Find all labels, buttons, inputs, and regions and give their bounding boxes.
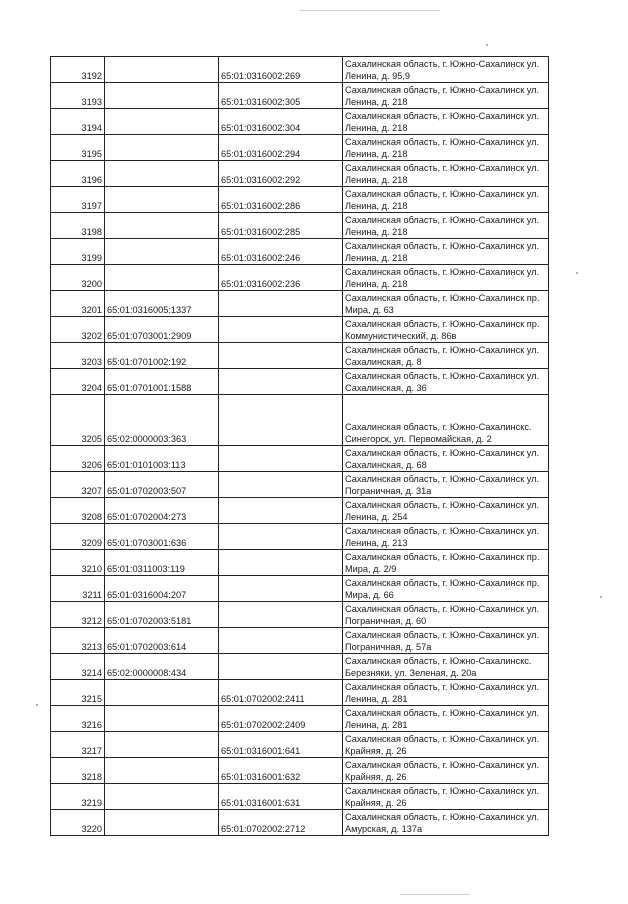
table-row <box>51 732 549 758</box>
row-number-cell: 3208 <box>51 498 105 524</box>
address-cell <box>343 187 549 213</box>
cadastral-number-a-cell <box>105 732 219 758</box>
address-line-1: Сахалинская область, г. Южно-Сахалинск ул. <box>345 85 540 95</box>
address-cell <box>343 550 549 576</box>
address-line-1: Сахалинская область, г. Южно-Сахалинск ул. <box>345 267 540 277</box>
address-line-1: Сахалинская область, г. Южно-Сахалинск пр. <box>345 293 540 303</box>
row-number-cell: 3201 <box>51 291 105 317</box>
address-line-1: Сахалинская область, г. Южно-Сахалинск ул. <box>345 812 540 822</box>
address-line-1: Сахалинская область, г. Южно-Сахалинск пр. <box>345 578 540 588</box>
address-line-1: Сахалинская область, г. Южно-Сахалинск ул. <box>345 526 540 536</box>
table-row <box>51 576 549 602</box>
address-cell <box>343 83 549 109</box>
scan-artifact-dot <box>576 272 578 274</box>
address-line-2: Мира, д. 63 <box>345 305 394 315</box>
address-cell <box>343 758 549 784</box>
cadastral-number-a-cell <box>105 680 219 706</box>
address-cell <box>343 135 549 161</box>
registry-table-body <box>51 57 549 836</box>
cadastral-number-b-cell: 65:01:0316002:236 <box>219 265 343 291</box>
table-row <box>51 213 549 239</box>
row-number-cell: 3219 <box>51 784 105 810</box>
table-row <box>51 550 549 576</box>
address-line-1: Сахалинская область, г. Южно-Сахалинск ул. <box>345 682 540 692</box>
address-line-2: Ленина, д. 218 <box>345 227 408 237</box>
address-cell <box>343 343 549 369</box>
table-row <box>51 758 549 784</box>
address-line-1: Сахалинская область, г. Южно-Сахалинск ул. <box>345 630 540 640</box>
table-row <box>51 498 549 524</box>
cadastral-number-a-cell <box>105 758 219 784</box>
address-line-2: Ленина, д. 218 <box>345 149 408 159</box>
cadastral-number-a-cell <box>105 213 219 239</box>
cadastral-number-b-cell: 65:01:0316002:304 <box>219 109 343 135</box>
table-row <box>51 265 549 291</box>
address-line-1: Сахалинская область, г. Южно-Сахалинск пр. <box>345 552 540 562</box>
address-line-1: Сахалинская область, г. Южно-Сахалинск ул. <box>345 604 540 614</box>
table-row <box>51 602 549 628</box>
address-line-1: Сахалинская область, г. Южно-Сахалинск ул. <box>345 760 540 770</box>
address-cell <box>343 57 549 83</box>
address-line-2: Мира, д. 66 <box>345 590 394 600</box>
address-line-1: Сахалинская область, г. Южно-Сахалинск ул. <box>345 500 540 510</box>
table-row <box>51 187 549 213</box>
address-line-2: Крайняя, д. 26 <box>345 798 407 808</box>
address-cell <box>343 213 549 239</box>
cadastral-number-b-cell: 65:01:0702002:2712 <box>219 810 343 836</box>
row-number-cell: 3220 <box>51 810 105 836</box>
cadastral-number-a-cell: 65:01:0311003:119 <box>105 550 219 576</box>
cadastral-number-a-cell: 65:01:0316004:207 <box>105 576 219 602</box>
address-line-2: Ленина, д. 254 <box>345 512 408 522</box>
row-number-cell: 3217 <box>51 732 105 758</box>
address-cell <box>343 395 549 446</box>
address-line-2: Пограничная, д. 60 <box>345 616 427 626</box>
scan-artifact-dot <box>600 596 602 598</box>
address-line-2: Амурская, д. 137а <box>345 824 423 834</box>
scan-artifact-dot <box>36 704 38 706</box>
table-row <box>51 317 549 343</box>
registry-table <box>50 56 549 836</box>
row-number-cell: 3207 <box>51 472 105 498</box>
scan-artifact-line <box>300 10 440 11</box>
cadastral-number-a-cell <box>105 239 219 265</box>
row-number-cell: 3195 <box>51 135 105 161</box>
address-cell <box>343 265 549 291</box>
cadastral-number-a-cell <box>105 810 219 836</box>
address-line-2: Ленина, д. 218 <box>345 201 408 211</box>
row-number-cell: 3197 <box>51 187 105 213</box>
address-line-2: Ленина, д. 218 <box>345 123 408 133</box>
cadastral-number-b-cell: 65:01:0316002:305 <box>219 83 343 109</box>
cadastral-number-b-cell <box>219 576 343 602</box>
address-cell <box>343 369 549 395</box>
table-row <box>51 472 549 498</box>
scan-artifact-dot <box>486 44 488 46</box>
cadastral-number-b-cell: 65:01:0316001:641 <box>219 732 343 758</box>
address-cell <box>343 291 549 317</box>
row-number-cell: 3200 <box>51 265 105 291</box>
table-row <box>51 291 549 317</box>
address-line-2: Ленина, д. 281 <box>345 720 408 730</box>
address-cell <box>343 498 549 524</box>
table-row <box>51 369 549 395</box>
table-row <box>51 680 549 706</box>
address-line-2: Ленина, д. 218 <box>345 97 408 107</box>
address-cell <box>343 784 549 810</box>
address-cell <box>343 628 549 654</box>
address-line-1: Сахалинская область, г. Южно-Сахалинск ул. <box>345 734 540 744</box>
cadastral-number-a-cell <box>105 83 219 109</box>
cadastral-number-b-cell <box>219 602 343 628</box>
row-number-cell: 3202 <box>51 317 105 343</box>
row-number-cell: 3193 <box>51 83 105 109</box>
cadastral-number-b-cell: 65:01:0316002:246 <box>219 239 343 265</box>
row-number-cell: 3196 <box>51 161 105 187</box>
cadastral-number-a-cell: 65:02:0000008:434 <box>105 654 219 680</box>
address-cell <box>343 576 549 602</box>
address-line-1: Сахалинская область, г. Южно-Сахалинск ул. <box>345 137 540 147</box>
cadastral-number-a-cell: 65:01:0101003:113 <box>105 446 219 472</box>
cadastral-number-b-cell <box>219 395 343 446</box>
cadastral-number-b-cell: 65:01:0316002:285 <box>219 213 343 239</box>
cadastral-number-a-cell: 65:01:0703001:636 <box>105 524 219 550</box>
address-line-2: Березняки, ул. Зеленая, д. 20а <box>345 668 477 678</box>
address-line-1: Сахалинская область, г. Южно-Сахалинск ул. <box>345 111 540 121</box>
row-number-cell: 3218 <box>51 758 105 784</box>
row-number-cell: 3213 <box>51 628 105 654</box>
row-number-cell: 3204 <box>51 369 105 395</box>
cadastral-number-b-cell <box>219 550 343 576</box>
row-number-cell: 3210 <box>51 550 105 576</box>
cadastral-number-a-cell: 65:01:0702003:614 <box>105 628 219 654</box>
row-number-cell: 3205 <box>51 395 105 446</box>
cadastral-number-a-cell <box>105 706 219 732</box>
address-line-1: Сахалинская область, г. Южно-Сахалинскс. <box>345 422 532 432</box>
table-row <box>51 135 549 161</box>
cadastral-number-b-cell <box>219 654 343 680</box>
row-number-cell: 3215 <box>51 680 105 706</box>
address-line-1: Сахалинская область, г. Южно-Сахалинск ул. <box>345 163 540 173</box>
cadastral-number-b-cell: 65:01:0316002:269 <box>219 57 343 83</box>
table-row <box>51 161 549 187</box>
row-number-cell: 3203 <box>51 343 105 369</box>
address-line-2: Сахалинская, д. 68 <box>345 460 427 470</box>
address-line-2: Ленина, д. 218 <box>345 175 408 185</box>
cadastral-number-a-cell: 65:01:0316005:1337 <box>105 291 219 317</box>
cadastral-number-b-cell <box>219 369 343 395</box>
cadastral-number-b-cell: 65:01:0316002:286 <box>219 187 343 213</box>
address-cell <box>343 161 549 187</box>
address-line-1: Сахалинская область, г. Южно-Сахалинск ул. <box>345 474 540 484</box>
address-line-2: Ленина, д. 213 <box>345 538 408 548</box>
table-row <box>51 784 549 810</box>
cadastral-number-b-cell: 65:01:0702002:2411 <box>219 680 343 706</box>
address-line-1: Сахалинская область, г. Южно-Сахалинск ул. <box>345 371 540 381</box>
address-line-1: Сахалинская область, г. Южно-Сахалинск ул. <box>345 345 540 355</box>
cadastral-number-a-cell: 65:01:0703001:2909 <box>105 317 219 343</box>
cadastral-number-a-cell: 65:01:0702003:5181 <box>105 602 219 628</box>
table-row <box>51 446 549 472</box>
table-row <box>51 83 549 109</box>
cadastral-number-a-cell: 65:01:0701001:1588 <box>105 369 219 395</box>
address-line-2: Сахалинская, д. 36 <box>345 383 427 393</box>
cadastral-number-b-cell <box>219 446 343 472</box>
address-line-2: Ленина, д. 218 <box>345 279 408 289</box>
row-number-cell: 3194 <box>51 109 105 135</box>
row-number-cell: 3209 <box>51 524 105 550</box>
table-row <box>51 654 549 680</box>
address-cell <box>343 680 549 706</box>
address-line-1: Сахалинская область, г. Южно-Сахалинск пр. <box>345 319 540 329</box>
cadastral-number-b-cell: 65:01:0316001:631 <box>219 784 343 810</box>
address-cell <box>343 602 549 628</box>
cadastral-number-a-cell: 65:02:0000003:363 <box>105 395 219 446</box>
cadastral-number-b-cell: 65:01:0316001:632 <box>219 758 343 784</box>
row-number-cell: 3199 <box>51 239 105 265</box>
address-line-2: Пограничная, д. 31а <box>345 486 432 496</box>
cadastral-number-a-cell: 65:01:0702004:273 <box>105 498 219 524</box>
row-number-cell: 3192 <box>51 57 105 83</box>
cadastral-number-a-cell <box>105 57 219 83</box>
address-cell <box>343 706 549 732</box>
cadastral-number-b-cell <box>219 291 343 317</box>
cadastral-number-b-cell: 65:01:0316002:292 <box>219 161 343 187</box>
row-number-cell: 3198 <box>51 213 105 239</box>
table-row <box>51 524 549 550</box>
table-row <box>51 57 549 83</box>
address-cell <box>343 524 549 550</box>
address-line-1: Сахалинская область, г. Южно-Сахалинск ул. <box>345 189 540 199</box>
address-cell <box>343 239 549 265</box>
table-row <box>51 810 549 836</box>
address-line-1: Сахалинская область, г. Южно-Сахалинск ул. <box>345 241 540 251</box>
cadastral-number-a-cell <box>105 161 219 187</box>
address-line-2: Ленина, д. 95,9 <box>345 71 410 81</box>
cadastral-number-b-cell: 65:01:0702002:2409 <box>219 706 343 732</box>
table-row <box>51 239 549 265</box>
row-number-cell: 3206 <box>51 446 105 472</box>
address-cell <box>343 317 549 343</box>
address-line-2: Крайняя, д. 26 <box>345 772 407 782</box>
cadastral-number-b-cell <box>219 472 343 498</box>
address-cell <box>343 654 549 680</box>
address-line-2: Крайняя, д. 26 <box>345 746 407 756</box>
address-line-2: Ленина, д. 218 <box>345 253 408 263</box>
cadastral-number-a-cell <box>105 784 219 810</box>
cadastral-number-b-cell <box>219 524 343 550</box>
table-row <box>51 109 549 135</box>
address-line-1: Сахалинская область, г. Южно-Сахалинск ул. <box>345 215 540 225</box>
cadastral-number-a-cell: 65:01:0701002:192 <box>105 343 219 369</box>
row-number-cell: 3211 <box>51 576 105 602</box>
cadastral-number-a-cell <box>105 109 219 135</box>
address-cell <box>343 732 549 758</box>
cadastral-number-b-cell <box>219 628 343 654</box>
table-row <box>51 343 549 369</box>
address-line-1: Сахалинская область, г. Южно-Сахалинск ул. <box>345 708 540 718</box>
scan-artifact-line <box>400 894 470 895</box>
row-number-cell: 3216 <box>51 706 105 732</box>
address-line-2: Сахалинская, д. 8 <box>345 357 422 367</box>
address-line-2: Пограничная, д. 57а <box>345 642 432 652</box>
address-line-2: Мира, д. 2/9 <box>345 564 397 574</box>
address-line-1: Сахалинская область, г. Южно-Сахалинск ул. <box>345 448 540 458</box>
cadastral-number-b-cell <box>219 317 343 343</box>
cadastral-number-a-cell <box>105 187 219 213</box>
table-row <box>51 706 549 732</box>
address-cell <box>343 810 549 836</box>
address-line-1: Сахалинская область, г. Южно-Сахалинск ул. <box>345 786 540 796</box>
table-row <box>51 628 549 654</box>
row-number-cell: 3212 <box>51 602 105 628</box>
address-cell <box>343 472 549 498</box>
address-line-2: Синегорск, ул. Первомайская, д. 2 <box>345 434 492 444</box>
table-row <box>51 395 549 446</box>
cadastral-number-a-cell: 65:01:0702003:507 <box>105 472 219 498</box>
address-line-1: Сахалинская область, г. Южно-Сахалинскс. <box>345 656 532 666</box>
address-line-1: Сахалинская область, г. Южно-Сахалинск ул. <box>345 59 540 69</box>
address-cell <box>343 109 549 135</box>
address-line-2: Ленина, д. 281 <box>345 694 408 704</box>
cadastral-number-a-cell <box>105 135 219 161</box>
row-number-cell: 3214 <box>51 654 105 680</box>
cadastral-number-a-cell <box>105 265 219 291</box>
cadastral-number-b-cell <box>219 343 343 369</box>
cadastral-number-b-cell <box>219 498 343 524</box>
address-line-2: Коммунистический, д. 86в <box>345 331 457 341</box>
address-cell <box>343 446 549 472</box>
cadastral-number-b-cell: 65:01:0316002:294 <box>219 135 343 161</box>
